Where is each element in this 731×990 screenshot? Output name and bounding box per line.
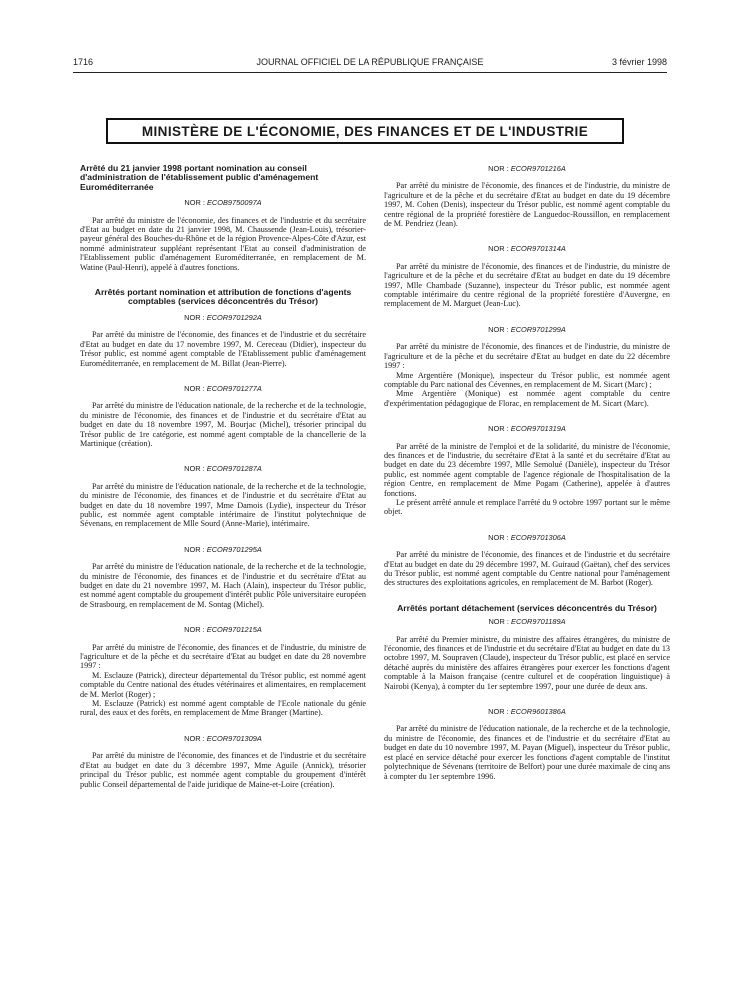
paragraph: Par arrêté du ministre de l'économie, des finances et de l'industrie et du secrétaire d'Etat au budget en date du 21 janvier 1998, M. Chaussende (Jean-Louis), trésorier-payeur général des Bouches-du-Rhône et de la région Provence-Alpes-Côte d'Azur, est nommé administrateur suppléant représentant l'Etat au conseil d'administration de l'Etablissement public d'aménagement Euroméditerranée, en remplacement de M. Watine (Paul-Henri), appelé à d'autres fonctions.	[80, 215, 366, 272]
paragraph: Par arrêté du ministre de l'éducation nationale, de la recherche et de la technologie, du ministre de l'économie, des finances et de l'industrie et du secrétaire d'Etat au budget en date du 18 novembre 1997, Mme Damois (Lydie), inspecteur du Trésor public, est nommée agent comptable intérimaire de l'institut polytechnique de Sévenans, en remplacement de Mlle Sourd (Anne-Marie), intérimaire.	[80, 481, 366, 529]
nor-reference: NOR : ECOR9701319A	[488, 424, 566, 434]
nor-reference: NOR : ECOR9701314A	[488, 244, 566, 254]
left-column	[80, 164, 366, 789]
paragraph: M. Esclauze (Patrick) est nommé agent comptable de l'Ecole nationale du génie rural, des eaux et des forêts, en remplacement de Mme Branger (Martine).	[80, 699, 366, 718]
nor-reference: NOR : ECOR9701287A	[184, 464, 262, 474]
nor-reference: NOR : ECOR9701216A	[488, 164, 566, 173]
page-number: 1716	[73, 57, 94, 67]
issue-date: 3 février 1998	[611, 57, 667, 67]
page-header	[73, 57, 667, 71]
paragraph: Par arrêté du ministre de l'économie, des finances et de l'industrie, du ministre de l'agriculture et de la pêche et du secrétaire d'Etat au budget en date du 19 décembre 1997, Mlle Chambade (Suzanne), inspecteur du Trésor public, est nommée agent comptable intérimaire du centre régional de la propriété forestière d'Auvergne, en remplacement de M. Marguet (Jean-Luc).	[384, 261, 670, 309]
paragraph: Par arrêté du ministre de l'économie, des finances et de l'industrie, du ministre de l'agriculture et de la pêche et du secrétaire d'Etat au budget en date du 22 décembre 1997 :	[384, 342, 670, 371]
nor-reference: NOR : ECOR9701299A	[488, 324, 566, 334]
nor-reference: NOR : ECOR9701215A	[184, 625, 262, 635]
nor-reference: NOR : ECOB9750097A	[184, 198, 262, 208]
paragraph: Par arrêté du Premier ministre, du ministre des affaires étrangères, du ministre de l'économie, des finances et de l'industrie et du secrétaire d'Etat au budget en date du 13 octobre 1997, M. Soupraven (Claude), inspecteur du Trésor public, est placé en service détaché auprès du ministère des affaires étrangères pour exercer les fonctions d'agent comptable à la Maison française (centre culturel et de coopération linguistique) à Nairobi (Kenya), à compter du 1er septembre 1997, pour une durée de deux ans.	[384, 634, 670, 691]
journal-title: JOURNAL OFFICIEL DE LA RÉPUBLIQUE FRANÇAISE	[256, 57, 484, 67]
paragraph: Par arrêté du ministre de l'économie, des finances et de l'industrie et du secrétaire d'Etat au budget en date du 17 novembre 1997, M. Cereceau (Didier), inspecteur du Trésor public, est nommé agent comptable de l'Etablissement public d'aménagement Euroméditerranée, en remplacement de M. Billat (Jean-Pierre).	[80, 330, 366, 368]
nor-reference: NOR : ECOR9701306A	[488, 532, 566, 542]
paragraph: Par arrêté du ministre de l'éducation nationale, de la recherche et de la technologie, du ministre de l'économie, des finances et de l'industrie et du secrétaire d'Etat au budget en date du 21 novembre 1997, M. Hach (Alain), inspecteur du Trésor public, est nommé agent comptable du groupement d'intérêt public Pôle universitaire européen de Strasbourg, en remplacement de M. Sontag (Michel).	[80, 562, 366, 609]
right-column	[384, 164, 670, 781]
paragraph: Le présent arrêté annule et remplace l'arrêté du 9 octobre 1997 portant sur le même objet.	[384, 497, 670, 517]
nor-reference: NOR : ECOR9701309A	[184, 733, 262, 743]
section-title: Arrêtés portant détachement (services déconcentrés du Trésor)	[397, 602, 657, 613]
paragraph: Mme Argentière (Monique) est nommée agent comptable du centre d'expérimentation pédagogique de Florac, en remplacement de M. Sicart (Marc).	[384, 389, 670, 408]
header-rule	[73, 72, 667, 73]
paragraph: Par arrêté du ministre de l'économie, des finances et de l'industrie, du ministre de l'agriculture et de la pêche et du secrétaire d'Etat au budget en date du 28 novembre 1997 :	[80, 642, 366, 671]
nor-reference: NOR : ECOR9701292A	[184, 312, 262, 322]
ministry-box	[106, 118, 624, 144]
paragraph: Par arrêté du ministre de l'éducation nationale, de la recherche et de la technologie, du ministre de l'économie, des finances et de l'industrie et du secrétaire d'Etat au budget en date du 18 novembre 1997, M. Bourjac (Michel), trésorier principal du Trésor public de 1re catégorie, est nommé agent comptable de la chancellerie de la Martinique (création).	[80, 401, 366, 448]
paragraph: Par arrêté de la ministre de l'emploi et de la solidarité, du ministre de l'économie, des finances et de l'industrie, du secrétaire d'Etat à la santé et du secrétaire d'Etat au budget en date du 23 décembre 1997, Mlle Semolué (Danièle), inspecteur du Trésor public, est nommée agent comptable de l'agence régionale de l'hospitalisation de la région Centre, en remplacement de Mme Pogam (Catherine), appelée à d'autres fonctions.	[384, 441, 670, 498]
nor-reference: NOR : ECOR9701189A	[488, 617, 566, 627]
section-title: Arrêté du 21 janvier 1998 portant nomination au conseil d'administration de l'établissement public d'aménagement Euroméditerranée	[80, 163, 319, 192]
nor-reference: NOR : ECOR9701295A	[184, 544, 262, 554]
paragraph: M. Esclauze (Patrick), directeur départemental du Trésor public, est nommé agent comptable du Centre national des études vétérinaires et alimentaires, en remplacement de M. Merlot (Roger) ;	[80, 670, 366, 699]
nor-reference: NOR : ECOR9601386A	[488, 707, 566, 717]
paragraph: Par arrêté du ministre de l'éducation nationale, de la recherche et de la technologie, du ministre de l'économie, des finances et de l'industrie et du secrétaire d'Etat au budget en date du 10 novembre 1997, M. Payan (Miguel), inspecteur du Trésor public, est placé en service détaché pour exercer les fonctions d'agent comptable de l'institut polytechnique de Sévenans (territoire de Belfort) pour une durée maximale de cinq ans à compter du 1er septembre 1996.	[384, 724, 670, 781]
ministry-title: MINISTÈRE DE L'ÉCONOMIE, DES FINANCES ET DE L'INDUSTRIE	[141, 123, 589, 139]
paragraph: Mme Argentière (Monique), inspecteur du Trésor public, est nommée agent comptable du Parc national des Cévennes, en remplacement de M. Sicart (Marc) ;	[384, 370, 670, 389]
nor-reference: NOR : ECOR9701277A	[184, 383, 262, 393]
paragraph: Par arrêté du ministre de l'économie, des finances et de l'industrie et du secrétaire d'Etat au budget en date du 29 décembre 1997, M. Guiraud (Gaëtan), chef des services du Trésor public, est nommé agent comptable du Centre national pour l'aménagement des structures des exploitations agricoles, en remplacement de M. Barbot (Roger).	[384, 550, 670, 588]
paragraph: Par arrêté du ministre de l'économie, des finances et de l'industrie et du secrétaire d'Etat au budget en date du 3 décembre 1997, Mme Aguile (Annick), trésorier principal du Trésor public, est nommée agent comptable du groupement d'intérêt public Conseil départemental de l'aide juridique de Maine-et-Loire (création).	[80, 751, 366, 789]
section-title: Arrêtés portant nomination et attribution de fonctions d'agents comptables (services déconcentrés du Trésor)	[94, 287, 352, 307]
paragraph: Par arrêté du ministre de l'économie, des finances et de l'industrie, du ministre de l'agriculture et de la pêche et du secrétaire d'Etat au budget en date du 19 décembre 1997, M. Cohen (Denis), inspecteur du Trésor public, est nommé agent comptable du centre régional de la propriété forestière de Languedoc-Roussillon, en remplacement de M. Pendriez (Jean).	[384, 181, 670, 229]
